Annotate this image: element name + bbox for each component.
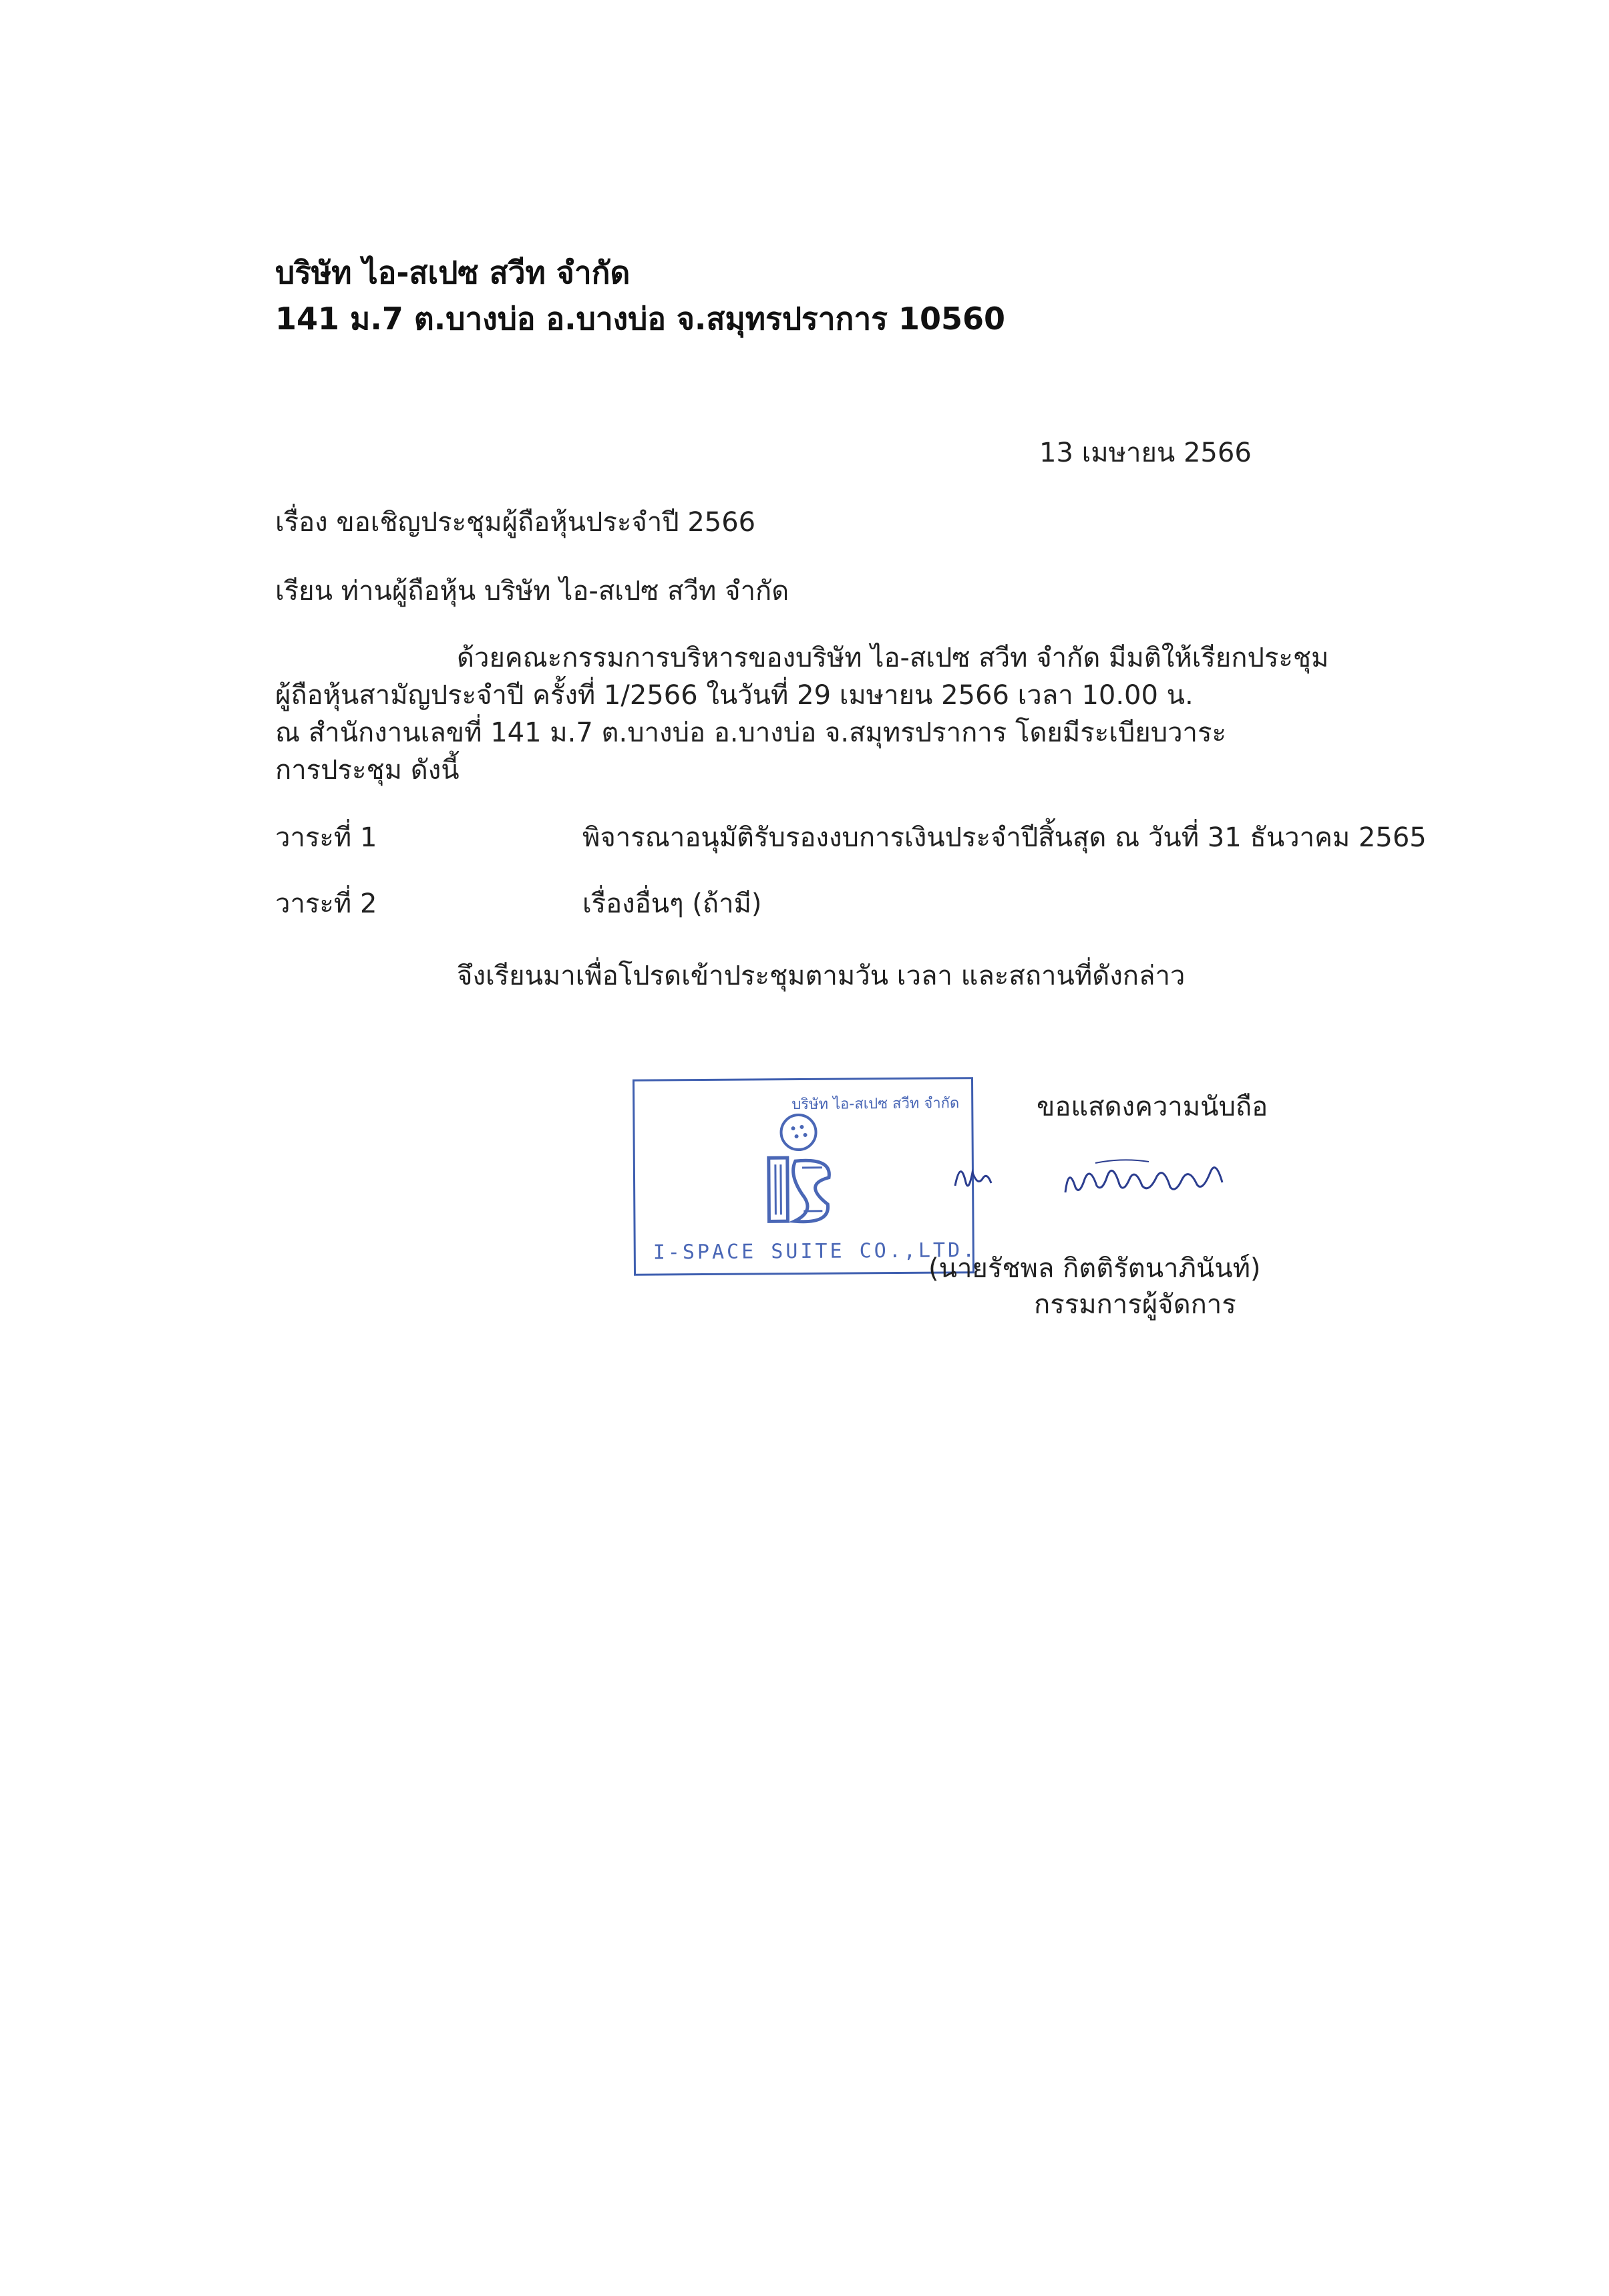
sign-off: ขอแสดงความนับถือ <box>1037 1092 1268 1122</box>
agenda-label: วาระที่ 2 <box>275 888 377 919</box>
agenda-text: พิจารณาอนุมัติรับรองงบการเงินประจำปีสิ้นสุด ณ วันที่ 31 ธันวาคม 2565 <box>582 822 1427 853</box>
agenda-text: เรื่องอื่นๆ (ถ้ามี) <box>582 888 762 919</box>
stamp-english-name: I-SPACE SUITE CO.,LTD. <box>653 1239 978 1265</box>
signer-title: กรรมการผู้จัดการ <box>1034 1289 1236 1320</box>
body-line: ณ สำนักงานเลขที่ 141 ม.7 ต.บางบ่อ อ.บางบ่อ จ.สมุทรปราการ โดยมีระเบียบวาระ <box>275 717 1226 748</box>
letter-date: 13 เมษายน 2566 <box>1039 438 1252 468</box>
closing-line: จึงเรียนมาเพื่อโปรดเข้าประชุมตามวัน เวลา และสถานที่ดังกล่าว <box>457 961 1186 991</box>
handwritten-signature <box>948 1146 1256 1206</box>
company-logo-icon <box>748 1111 849 1239</box>
signer-name: (นายรัชพล กิตติรัตนาภินันท์) <box>928 1253 1261 1284</box>
company-address: 141 ม.7 ต.บางบ่อ อ.บางบ่อ จ.สมุทรปราการ 10560 <box>275 301 1005 337</box>
company-stamp <box>633 1077 978 1276</box>
letter-recipient: เรียน ท่านผู้ถือหุ้น บริษัท ไอ-สเปซ สวีท จำกัด <box>275 576 789 607</box>
body-line: ผู้ถือหุ้นสามัญประจำปี ครั้งที่ 1/2566 ในวันที่ 29 เมษายน 2566 เวลา 10.00 น. <box>275 680 1194 711</box>
body-line: ด้วยคณะกรรมการบริหารของบริษัท ไอ-สเปซ สวีท จำกัด มีมติให้เรียกประชุม <box>457 643 1329 673</box>
agenda-label: วาระที่ 1 <box>275 822 377 853</box>
company-name: บริษัท ไอ-สเปซ สวีท จำกัด <box>275 255 631 291</box>
stamp-thai-name: บริษัท ไอ-สเปซ สวีท จำกัด <box>791 1095 960 1114</box>
letter-subject: เรื่อง ขอเชิญประชุมผู้ถือหุ้นประจำปี 2566 <box>275 507 756 538</box>
body-line: การประชุม ดังนี้ <box>275 755 460 786</box>
